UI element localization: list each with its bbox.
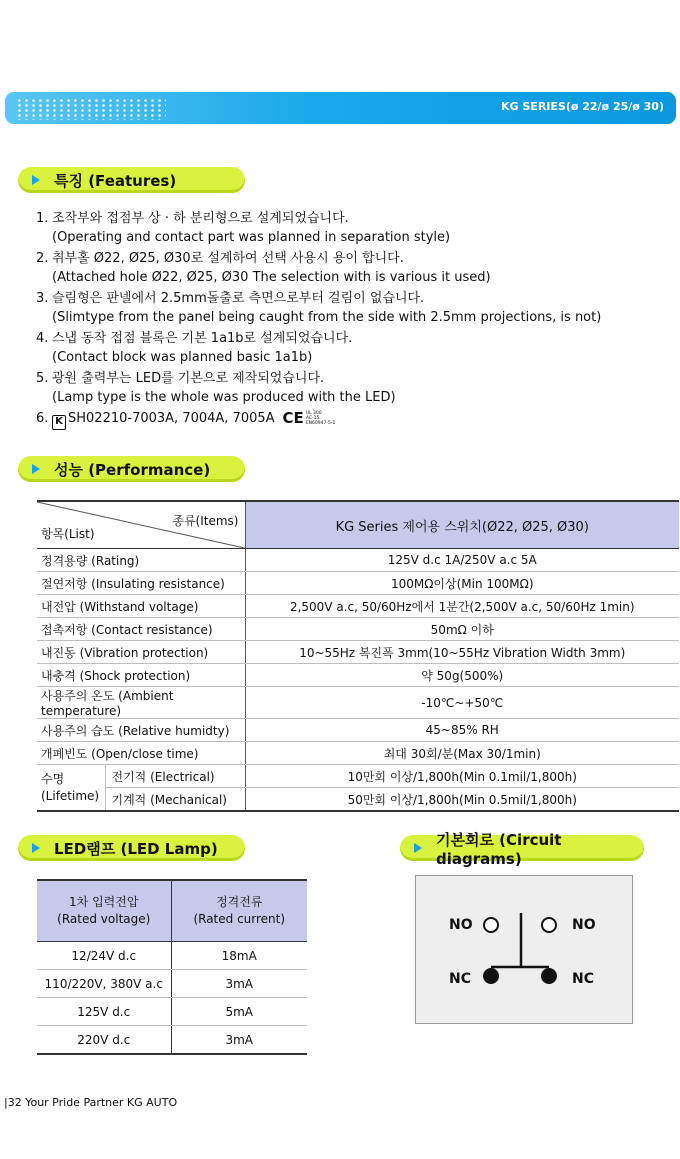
ce-standards: UL 300 AC-15 EN60947-5-1 — [305, 411, 336, 426]
nc-label-left: NC — [449, 971, 471, 987]
table-row: 내진동 (Vibration protection) 10~55Hz 복진폭 3mm(10~55Hz Vibration Width 3mm) — [37, 641, 679, 664]
rated-current-header: 정격전류 (Rated current) — [171, 880, 307, 942]
items-header: 종류(Items) — [172, 514, 239, 528]
kc-certification-icon: K — [52, 415, 66, 430]
page-footer: |32 Your Pride Partner KG AUTO — [4, 1096, 178, 1109]
no-label-left: NO — [449, 917, 473, 933]
triangle-bullet-icon — [32, 175, 40, 185]
circuit-title: 기본회로 (Circuit diagrams) — [436, 830, 562, 868]
circuit-heading — [400, 830, 644, 868]
list-header: 항목(List) — [41, 527, 95, 541]
table-row: 절연저항 (Insulating resistance) 100MΩ이상(Min 100MΩ) — [37, 572, 679, 595]
features-heading — [18, 167, 245, 193]
lifetime-label: 수명 (Lifetime) — [37, 765, 105, 812]
feature-item-certification: 6. K SH02210-7003A, 7004A, 7005A CE UL 300 AC-15 EN60947-5-1 — [36, 409, 601, 430]
no-contact-right — [542, 918, 556, 932]
table-row: 기계적 (Mechanical) 50만회 이상/1,800h(Min 0.5mil/1,800h) — [37, 788, 679, 812]
circuit-schematic — [416, 876, 632, 1023]
table-row: 내충격 (Shock protection) 약 50g(500%) — [37, 664, 679, 687]
performance-title: 성능 (Performance) — [54, 460, 211, 479]
circuit-diagram — [415, 875, 633, 1024]
header-corner-cell — [37, 501, 245, 549]
feature-item: 1. 조작부와 접점부 상 · 하 분리형으로 설계되었습니다. (Operating and contact part was planned in separation style) — [36, 211, 451, 245]
led-title: LED램프 (LED Lamp) — [54, 839, 218, 858]
table-row: 사용주의 온도 (Ambient temperature) -10℃~+50℃ — [37, 687, 679, 719]
features-list — [36, 209, 601, 430]
table-row: 수명 (Lifetime) 전기적 (Electrical) 10만회 이상/1,800h(Min 0.1mil/1,800h) — [37, 765, 679, 788]
led-heading — [18, 835, 245, 861]
rated-voltage-header: 1차 입력전압 (Rated voltage) — [37, 880, 171, 942]
feature-item: 5. 광원 출력부는 LED를 기본으로 제작되었습니다. (Lamp type is the whole was produced with the LED) — [36, 371, 396, 405]
table-row: 220V d.c 3mA — [37, 1026, 307, 1055]
table-row: 12/24V d.c 18mA — [37, 942, 307, 970]
feature-item: 4. 스냅 동작 접점 블록은 기본 1a1b로 설계되었습니다. (Contact block was planned basic 1a1b) — [36, 331, 353, 365]
triangle-bullet-icon — [32, 464, 40, 474]
header-dot-pattern — [16, 98, 166, 120]
table-row: 125V d.c 5mA — [37, 998, 307, 1026]
triangle-bullet-icon — [32, 843, 40, 853]
table-row: 정격용량 (Rating) 125V d.c 1A/250V a.c 5A — [37, 549, 679, 572]
feature-item: 3. 슬림형은 판넬에서 2.5mm돌출로 측면으로부터 걸림이 없습니다. (Slimtype from the panel being caught from the side with 2.5mm projections, is not) — [36, 291, 602, 325]
kg-series-header: KG Series 제어용 스위치(Ø22, Ø25, Ø30) — [245, 501, 679, 549]
table-row: 접촉저항 (Contact resistance) 50mΩ 이하 — [37, 618, 679, 641]
table-row: 사용주의 습도 (Relative humidty) 45~85% RH — [37, 719, 679, 742]
performance-table — [37, 500, 679, 812]
nc-label-right: NC — [572, 971, 594, 987]
nc-contact-left — [483, 968, 499, 984]
features-title: 특징 (Features) — [54, 171, 177, 190]
table-row: 110/220V, 380V a.c 3mA — [37, 970, 307, 998]
table-row: 내전압 (Withstand voltage) 2,500V a.c, 50/60Hz에서 1분간(2,500V a.c, 50/60Hz 1min) — [37, 595, 679, 618]
ce-mark-icon: CE — [282, 409, 304, 427]
no-label-right: NO — [572, 917, 596, 933]
performance-heading — [18, 456, 245, 482]
triangle-bullet-icon — [414, 843, 422, 853]
feature-item: 2. 취부홀 Ø22, Ø25, Ø30로 설계하여 선택 사용시 용이 합니다. (Attached hole Ø22, Ø25, Ø30 The selection with is various it used) — [36, 251, 491, 285]
nc-contact-right — [541, 968, 557, 984]
table-row: 개폐빈도 (Open/close time) 최대 30회/분(Max 30/1min) — [37, 742, 679, 765]
series-title: KG SERIES(ø 22/ø 25/ø 30) — [501, 100, 664, 113]
led-table — [37, 879, 307, 1055]
no-contact-left — [484, 918, 498, 932]
